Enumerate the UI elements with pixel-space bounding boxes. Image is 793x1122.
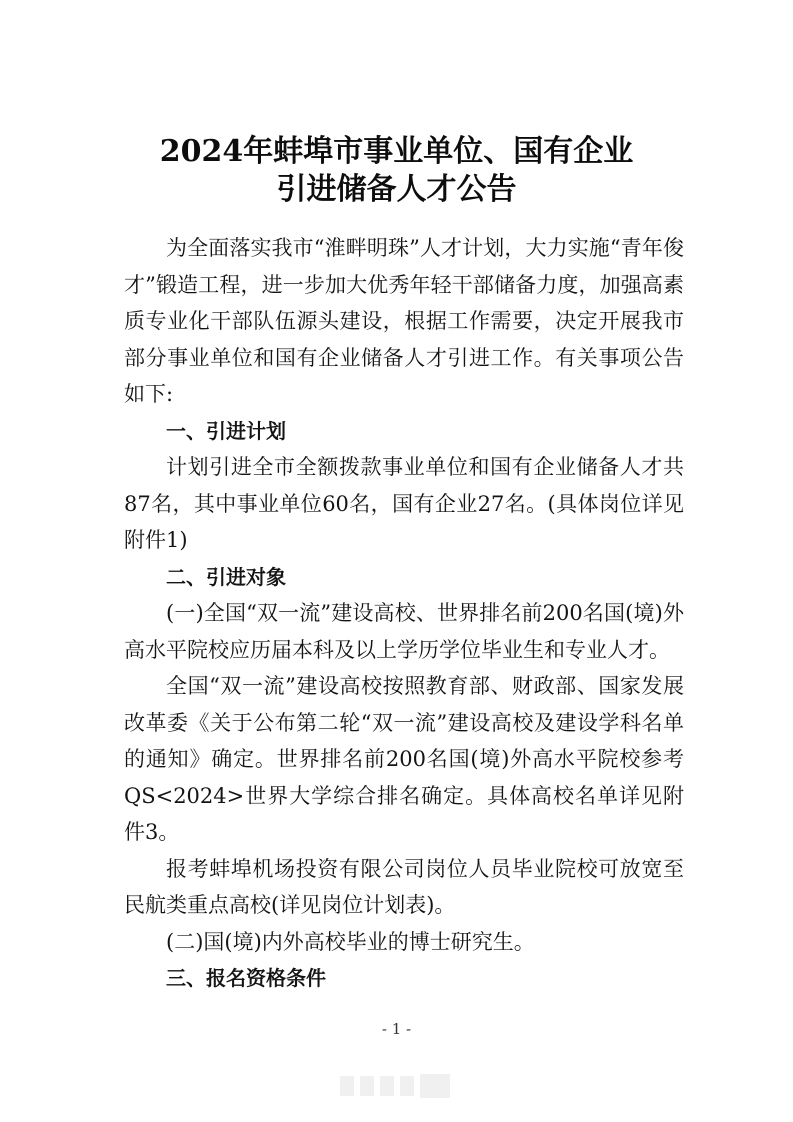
section-2-item-1-note: 报考蚌埠机场投资有限公司岗位人员毕业院校可放宽至民航类重点高校(详见岗位计划表)。 <box>124 856 684 917</box>
section-1-paragraph: 计划引进全市全额拨款事业单位和国有企业储备人才共87名，其中事业单位60名，国有企业27名。(具体岗位详见附件1) <box>124 455 684 552</box>
publisher-logo-watermark-icon <box>340 1074 452 1098</box>
document-title-line-2: 引进储备人才公告 <box>276 172 517 207</box>
document-title-line-1: 2024年蚌埠市事业单位、国有企业 <box>159 134 634 169</box>
section-2-item-1: (一)全国“双一流”建设高校、世界排名前200名国(境)外高水平院校应历届本科及以上学历学位毕业生和专业人才。 <box>124 601 684 662</box>
page-number: - 1 - <box>381 1020 412 1038</box>
section-2-item-2: (二)国(境)内外高校毕业的博士研究生。 <box>166 929 535 954</box>
intro-paragraph: 为全面落实我市“淮畔明珠”人才计划，大力实施“青年俊才”锻造工程，进一步加大优秀年轻干部储备力度，加强高素质专业化干部队伍源头建设，根据工作需要，决定开展我市部分事业单位和国有企业储备人才引进工作。有关事项公告如下: <box>124 236 684 406</box>
section-2-item-1-detail: 全国“双一流”建设高校按照教育部、财政部、国家发展改革委《关于公布第二轮“双一流”建设高校及建设学科名单的通知》确定。世界排名前200名国(境)外高水平院校参考QS<2024>世界大学综合排名确定。具体高校名单详见附件3。 <box>124 674 684 844</box>
document-body <box>124 230 684 997</box>
section-2-heading: 二、引进对象 <box>166 564 286 589</box>
section-1-heading: 一、引进计划 <box>166 418 286 443</box>
section-3-heading: 三、报名资格条件 <box>166 966 326 990</box>
